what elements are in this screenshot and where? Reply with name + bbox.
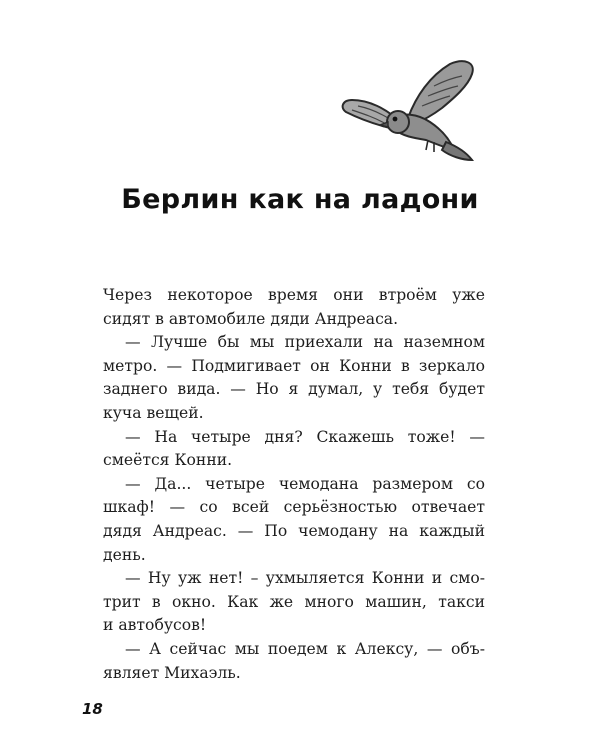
text-line: — А сейчас мы поедем к Алексу, — объ- — [125, 639, 485, 658]
text-line: трит в окно. Как же много машин, такси — [103, 592, 485, 611]
text-line: — Да... четыре чемодана размером со — [125, 474, 485, 493]
text-line: — Ну уж нет! – ухмыляется Конни и смо- — [125, 569, 485, 588]
text-line: куча вещей. — [103, 403, 204, 422]
text-line: смеётся Конни. — [103, 451, 233, 470]
text-line: и автобусов! — [103, 616, 207, 635]
chapter-title: Берлин как на ладони — [121, 184, 479, 215]
text-line: шкаф! — со всей серьёзностью отвечает — [103, 498, 485, 517]
text-line: Через некоторое время они втроём уже — [103, 286, 485, 304]
pigeon-flying-icon — [338, 56, 488, 164]
page-number: 18 — [82, 700, 103, 718]
text-line: дядя Андреас. — По чемодану на каждый — [103, 521, 485, 540]
text-line: — Лучше бы мы приехали на наземном — [125, 333, 485, 352]
text-line: заднего вида. — Но я думал, у тебя будет — [103, 380, 485, 399]
text-line: день. — [103, 545, 146, 564]
text-line: являет Михаэль. — [103, 663, 241, 682]
body-text — [103, 284, 485, 685]
text-line: — На четыре дня? Скажешь тоже! — — [125, 427, 485, 446]
text-line: сидят в автомобиле дяди Андреаса. — [103, 309, 399, 328]
text-line: метро. — Подмигивает он Конни в зеркало — [103, 356, 485, 375]
